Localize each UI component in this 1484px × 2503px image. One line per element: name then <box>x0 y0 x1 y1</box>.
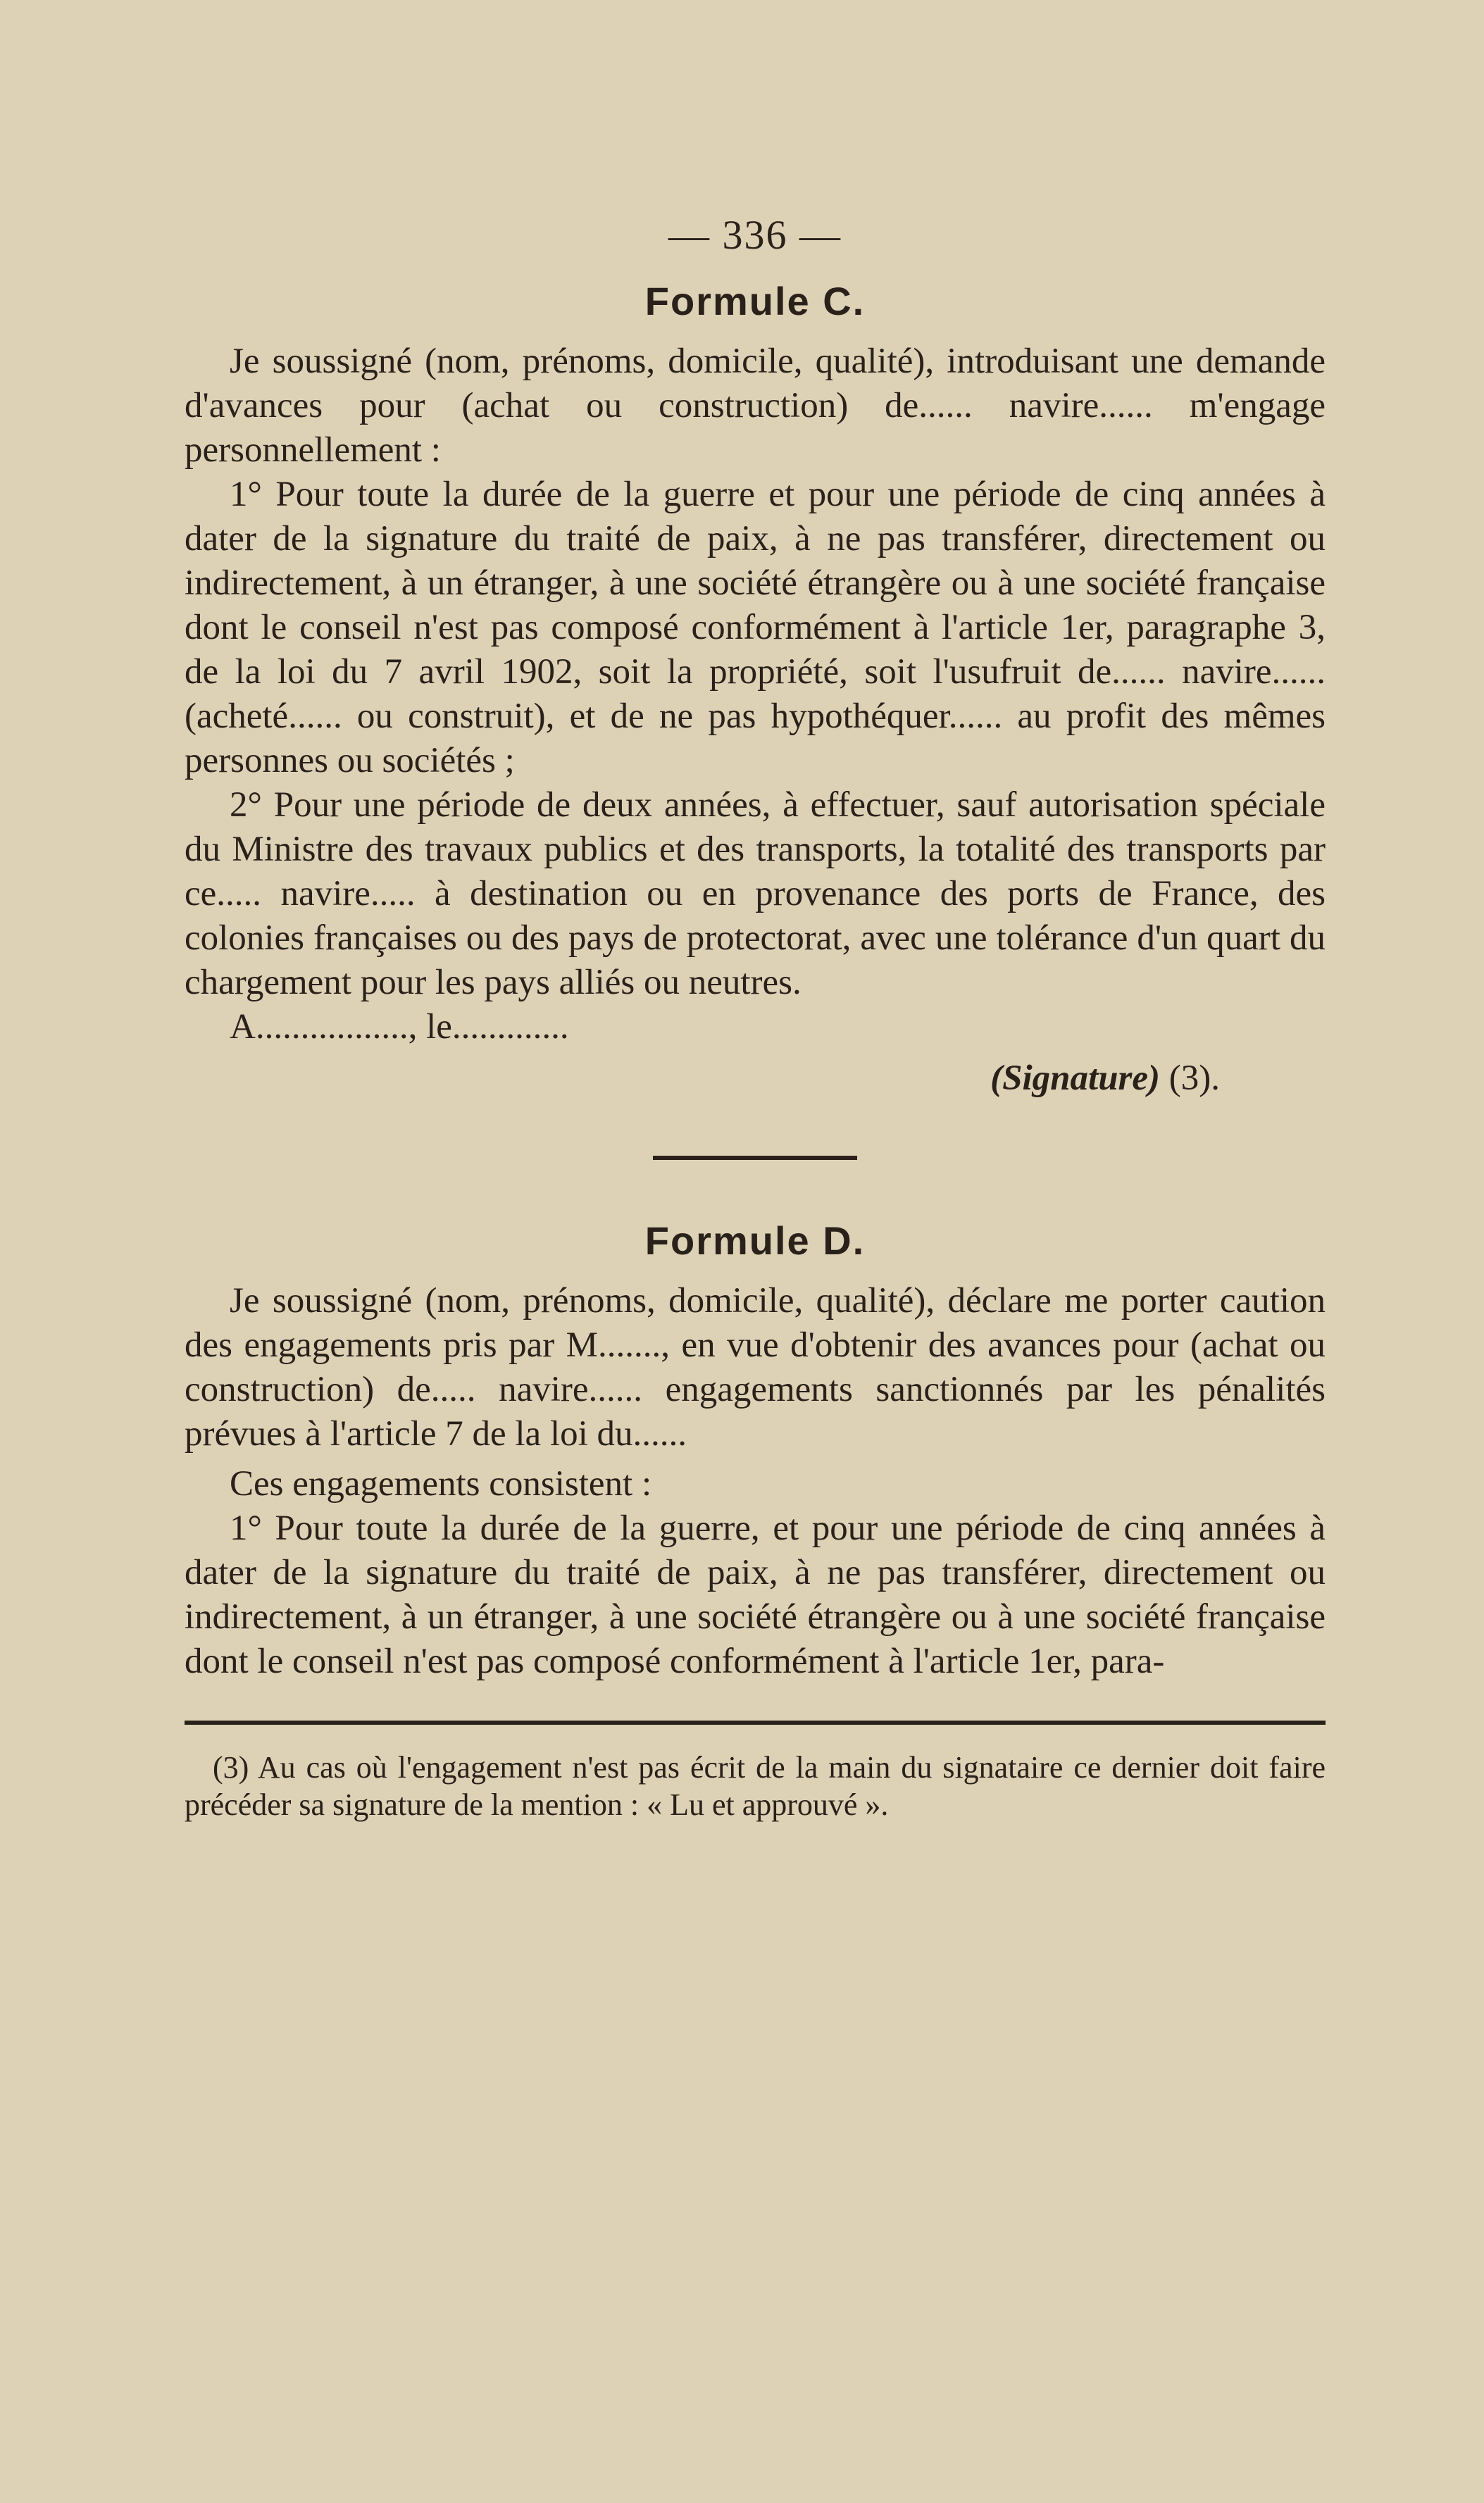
formula-c-item-1: 1° Pour toute la durée de la guerre et pour une période de cinq années à dater de la signature du traité de paix, à ne pas transférer, directement ou indirectement, à un étranger, à une société étrangère ou à une société française dont le conseil n'est pas composé conformément à l'article 1er, paragraphe 3, de la loi du 7 avril 1902, soit la propriété, soit l'usufruit de...... navire...... (acheté...... ou construit), et de ne pas hypothéquer...... au profit des mêmes personnes ou sociétés ; <box>185 475 1326 780</box>
formula-c-item-2: 2° Pour une période de deux années, à effectuer, sauf autorisation spéciale du Ministre des travaux publics et des transports, la totalité des transports par ce..... navire..... à destination ou en provenance des ports de France, des colonies françaises ou des pays de protectorat, avec une tolérance d'un quart du chargement pour les pays alliés ou neutres. <box>185 785 1326 1002</box>
formula-d-item-1: 1° Pour toute la durée de la guerre, et pour une période de cinq années à dater de la signature du traité de paix, à ne pas transférer, directement ou indirectement, à un étranger, à une société étrangère ou à une société française dont le conseil n'est pas composé conformément à l'article 1er, para- <box>185 1509 1326 1681</box>
formula-d-intro: Je soussigné (nom, prénoms, domicile, qualité), déclare me porter caution des engagements pris par M......., en vue d'obtenir des avances pour (achat ou construction) de..... navire...... engagements sanctionnés par les pénalités prévues à l'article 7 de la loi du...... <box>185 1281 1326 1454</box>
footnote-divider <box>185 1721 1326 1725</box>
footnote: (3) Au cas où l'engagement n'est pas écrit de la main du signataire ce dernier doit faire précéder sa signature de la mention : « Lu et approuvé ». <box>185 1750 1326 1822</box>
formula-d-consist: Ces engagements consistent : <box>230 1464 652 1504</box>
formula-c-section <box>185 278 1326 1101</box>
signature-note: (3). <box>1168 1059 1220 1098</box>
book-page <box>185 211 1326 1823</box>
formula-c-title: Formule C. <box>644 279 866 323</box>
page-number: — 336 — <box>668 212 842 258</box>
place-date-line: A................., le............. <box>230 1007 569 1047</box>
formula-d-title: Formule D. <box>644 1218 866 1263</box>
signature-line <box>185 1056 1220 1101</box>
formula-d-section <box>185 1218 1326 1684</box>
formula-c-intro: Je soussigné (nom, prénoms, domicile, qualité), introduisant une demande d'avances pour (achat ou construction) de...... navire...... m'engage personnellement : <box>185 342 1326 470</box>
signature-label: (Signature) <box>990 1059 1161 1098</box>
section-divider <box>653 1156 857 1160</box>
